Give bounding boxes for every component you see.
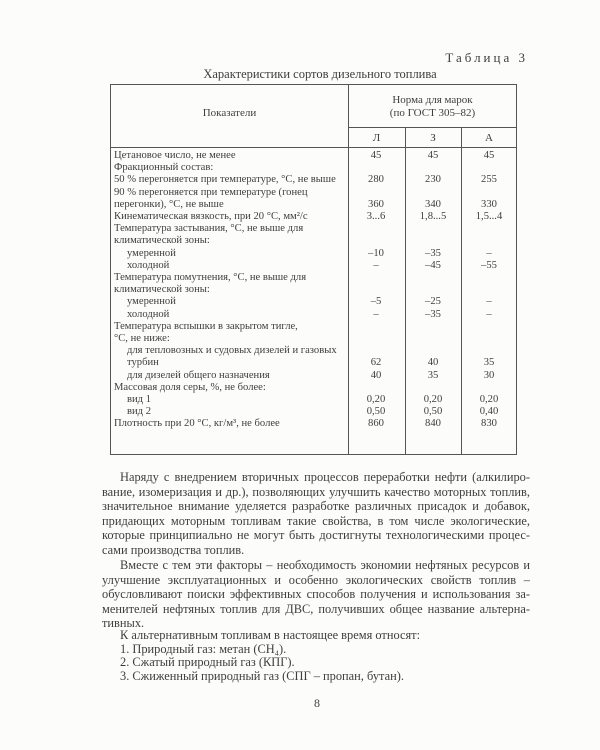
- cell-value-А: 30: [483, 369, 495, 381]
- table-row: [111, 406, 516, 418]
- cell-value-Л: 0,20: [366, 394, 386, 405]
- table-row: [111, 370, 516, 382]
- row-label: вид 1: [127, 394, 152, 405]
- row-label: для тепловозных и судовых дизелей и газовых: [127, 345, 337, 357]
- table-row: [111, 223, 516, 235]
- row-label: турбин: [127, 357, 159, 369]
- diesel-fuel-table: [110, 84, 517, 455]
- header-indicator: Показатели: [202, 107, 257, 119]
- cell-value-Л: 0,50: [366, 406, 386, 418]
- text-line: обусловливают поиски эффективных способов получения и использования за-: [102, 587, 530, 602]
- table-row: [111, 162, 516, 174]
- header-grade-l: Л: [372, 132, 381, 144]
- table-row: [111, 418, 516, 430]
- text-line: придающих моторным топливам такие свойства, в том числе экологические,: [102, 513, 530, 528]
- text-line: вание, изомеризация и др.), позволяющих улучшить качество моторных топлив,: [102, 484, 530, 499]
- row-label: Кинематическая вязкость, при 20 °С, мм²/с: [114, 211, 308, 222]
- row-label: для дизелей общего назначения: [127, 369, 270, 381]
- table-divider: [111, 147, 516, 148]
- list-item: 3. Сжиженный природный газ (СПГ – пропан, бутан).: [120, 668, 404, 683]
- cell-value-А: 1,5...4: [475, 211, 503, 222]
- cell-value-З: 1,8...5: [419, 211, 447, 222]
- table-row: [111, 199, 516, 211]
- cell-value-А: 255: [481, 174, 497, 186]
- text-line: Наряду с внедрением вторичных процессов переработки нефти (алкилиро-: [120, 470, 530, 484]
- text-line: менителей нефтяных топлив для ДВС, получивших общее название альтерна-: [102, 601, 530, 616]
- table-row: [111, 394, 516, 406]
- cell-value-З: 40: [427, 357, 439, 369]
- row-label: Цетановое число, не менее: [114, 150, 236, 161]
- row-label: Фракционный состав:: [114, 162, 214, 174]
- page-number: 8: [314, 696, 320, 710]
- cell-value-А: –: [486, 308, 492, 320]
- table-row: [111, 187, 516, 199]
- table-row: [111, 321, 516, 333]
- cell-value-Л: 3...6: [366, 211, 386, 222]
- text-line: сами производства топлив.: [102, 542, 245, 557]
- row-label: вид 2: [127, 406, 152, 418]
- table-caption: Характеристики сортов дизельного топлива: [203, 67, 437, 81]
- cell-value-З: 45: [427, 150, 439, 161]
- row-label: Температура вспышки в закрытом тигле,: [114, 320, 298, 332]
- row-label: умеренной: [127, 296, 176, 308]
- cell-value-А: –: [486, 296, 492, 308]
- cell-value-Л: –5: [370, 296, 382, 308]
- cell-value-А: 330: [481, 198, 497, 210]
- text-line: Вместе с тем эти факторы – необходимость экономии нефтяных ресурсов и: [120, 558, 530, 572]
- cell-value-А: 830: [481, 418, 497, 430]
- row-label: климатической зоны:: [114, 235, 210, 247]
- table-row: [111, 150, 516, 162]
- header-grade-a: А: [485, 132, 493, 144]
- cell-value-А: 0,20: [479, 394, 499, 405]
- table-row: [111, 357, 516, 369]
- table-row: [111, 296, 516, 308]
- cell-value-А: –55: [481, 259, 497, 271]
- row-label: холодной: [127, 308, 170, 320]
- cell-value-Л: 40: [370, 369, 382, 381]
- table-row: [111, 309, 516, 321]
- table-row: [111, 333, 516, 345]
- table-row: [111, 272, 516, 284]
- alternative-fuels-list: [120, 629, 420, 683]
- text-line: которые принципиально не могут быть достигнуты технологическими процес-: [102, 528, 530, 543]
- cell-value-Л: 45: [370, 150, 382, 161]
- cell-value-Л: –: [373, 308, 379, 320]
- paragraph-1: [102, 470, 530, 558]
- text-line: улучшение эксплуатационных и особенно экологических свойств топлив –: [102, 572, 530, 587]
- row-label: умеренной: [127, 247, 176, 259]
- row-label: Температура помутнения, °С, не выше для: [114, 272, 307, 283]
- cell-value-Л: –10: [368, 247, 384, 259]
- table-number-label: Таблица 3: [445, 50, 528, 65]
- table-divider: [348, 127, 516, 128]
- list-intro: К альтернативным топливам в настоящее время относят:: [120, 628, 421, 642]
- cell-value-З: 0,20: [423, 394, 443, 405]
- header-grade-z: З: [430, 132, 436, 144]
- header-norm-line: Норма для марок: [392, 94, 473, 106]
- cell-value-Л: 360: [368, 198, 384, 210]
- row-label: перегонки), °С, не выше: [114, 198, 224, 210]
- text-line: тивных.: [102, 616, 145, 631]
- table-row: [111, 235, 516, 247]
- cell-value-З: –35: [425, 247, 441, 259]
- cell-value-З: –25: [425, 296, 441, 308]
- cell-value-Л: 62: [370, 357, 382, 369]
- cell-value-А: 0,40: [479, 406, 499, 418]
- cell-value-Л: –: [373, 259, 379, 271]
- cell-value-А: 35: [483, 357, 495, 369]
- cell-value-З: 340: [425, 198, 441, 210]
- table-row: [111, 260, 516, 272]
- table-row: [111, 382, 516, 394]
- cell-value-З: 840: [425, 418, 441, 430]
- row-label: Массовая доля серы, %, не более:: [114, 381, 266, 393]
- cell-value-Л: 280: [368, 174, 384, 186]
- list-item: 2. Сжатый природный газ (КПГ).: [120, 655, 295, 670]
- cell-value-А: –: [486, 247, 492, 259]
- header-norm-line: (по ГОСТ 305–82): [389, 107, 476, 119]
- row-label: 50 % перегоняется при температуре, °С, не выше: [114, 174, 336, 186]
- paragraph-2: [102, 558, 530, 631]
- row-label: Плотность при 20 °С, кг/м³, не более: [114, 418, 280, 430]
- cell-value-З: –35: [425, 308, 441, 320]
- table-row: [111, 345, 516, 357]
- text-line: значительное внимание уделяется разработке различных присадок и добавок,: [102, 499, 530, 514]
- table-row: [111, 248, 516, 260]
- list-item: 1. Природный газ: метан (CH₄).: [120, 641, 287, 656]
- row-label: Температура застывания, °С, не выше для: [114, 223, 304, 235]
- row-label: климатической зоны:: [114, 284, 210, 296]
- cell-value-З: 230: [425, 174, 441, 186]
- row-label: 90 % перегоняется при температуре (гонец: [114, 186, 308, 198]
- table-row: [111, 174, 516, 186]
- header-norm: [348, 94, 517, 120]
- row-label: холодной: [127, 259, 170, 271]
- row-label: °С, не ниже:: [114, 333, 170, 344]
- cell-value-З: 35: [427, 369, 439, 381]
- cell-value-З: 0,50: [423, 406, 443, 418]
- cell-value-Л: 860: [368, 418, 384, 430]
- table-row: [111, 284, 516, 296]
- cell-value-З: –45: [425, 259, 441, 271]
- table-row: [111, 211, 516, 223]
- cell-value-А: 45: [483, 150, 495, 161]
